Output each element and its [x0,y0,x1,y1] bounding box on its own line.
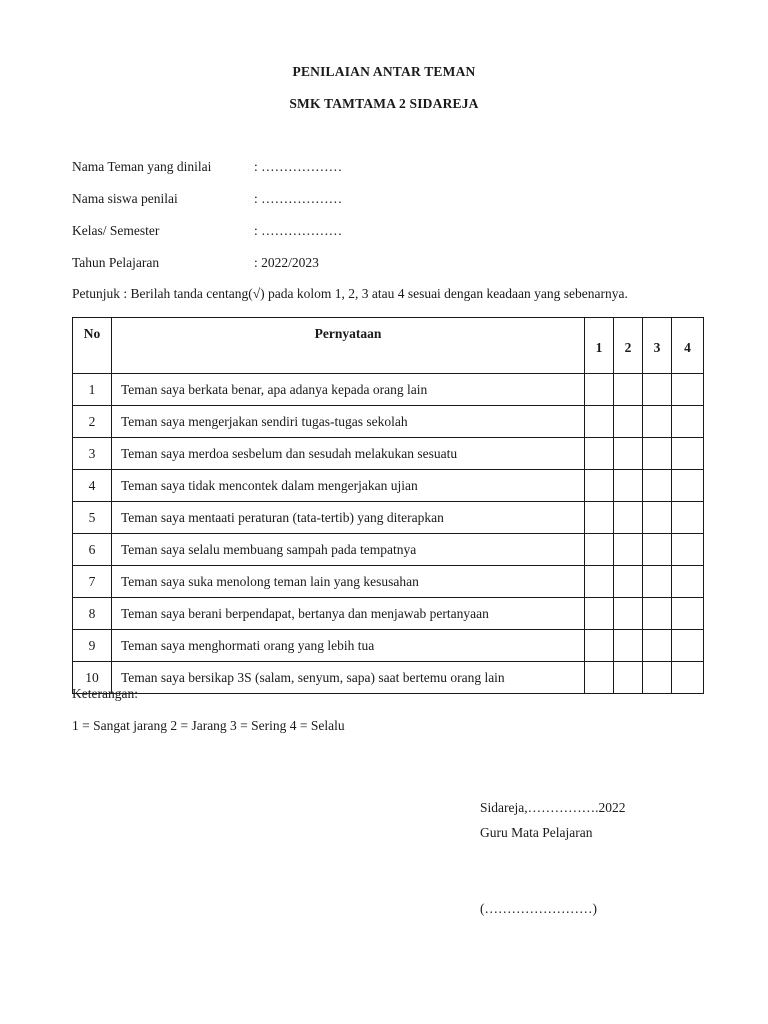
field-value: : 2022/2023 [254,255,319,270]
score-cell-3[interactable] [643,598,672,630]
signature-name-blank: (……………………) [480,901,597,916]
score-cell-2[interactable] [614,374,643,406]
row-statement: Teman saya bersikap 3S (salam, senyum, sapa) saat bertemu orang lain [112,662,585,694]
field-label: Nama siswa penilai [72,191,178,206]
score-cell-4[interactable] [672,534,704,566]
score-cell-3[interactable] [643,630,672,662]
instruction-text: Petunjuk : Berilah tanda centang(√) pada kolom 1, 2, 3 atau 4 sesuai dengan keadaan yang sebenarnya. [72,286,628,301]
row-number: 8 [73,598,112,630]
header-statement: Pernyataan [112,318,585,374]
row-statement: Teman saya berani berpendapat, bertanya dan menjawab pertanyaan [112,598,585,630]
score-cell-3[interactable] [643,566,672,598]
score-cell-2[interactable] [614,662,643,694]
score-cell-1[interactable] [585,470,614,502]
row-statement: Teman saya menghormati orang yang lebih tua [112,630,585,662]
signature-place-date: Sidareja,…………….2022 [480,800,626,815]
table-row [73,566,704,598]
legend-title: Keterangan: [72,686,138,701]
score-cell-1[interactable] [585,662,614,694]
score-cell-1[interactable] [585,534,614,566]
row-statement: Teman saya selalu membuang sampah pada tempatnya [112,534,585,566]
score-cell-1[interactable] [585,502,614,534]
score-cell-3[interactable] [643,374,672,406]
row-statement: Teman saya suka menolong teman lain yang kesusahan [112,566,585,598]
field-assessor-name [72,191,342,207]
score-cell-3[interactable] [643,470,672,502]
row-statement: Teman saya merdoa sesbelum dan sesudah melakukan sesuatu [112,438,585,470]
table-row [73,438,704,470]
score-cell-2[interactable] [614,534,643,566]
signature-role: Guru Mata Pelajaran [480,825,593,840]
field-school-year [72,255,319,271]
score-cell-1[interactable] [585,406,614,438]
legend-text: 1 = Sangat jarang 2 = Jarang 3 = Sering 4 = Selalu [72,718,345,733]
row-statement: Teman saya tidak mencontek dalam mengerjakan ujian [112,470,585,502]
score-cell-1[interactable] [585,374,614,406]
header-no: No [73,318,112,374]
row-number: 4 [73,470,112,502]
row-number: 7 [73,566,112,598]
score-cell-4[interactable] [672,598,704,630]
field-value: : ……………… [254,191,343,206]
row-number: 6 [73,534,112,566]
row-number: 9 [73,630,112,662]
score-cell-3[interactable] [643,662,672,694]
field-label: Kelas/ Semester [72,223,160,238]
score-cell-4[interactable] [672,502,704,534]
table-header-row [73,318,704,374]
header-score-4: 4 [672,318,704,374]
row-number: 1 [73,374,112,406]
table-row [73,598,704,630]
score-cell-2[interactable] [614,502,643,534]
table-row [73,470,704,502]
row-number: 10 [73,662,112,694]
score-cell-4[interactable] [672,662,704,694]
table-row [73,534,704,566]
score-cell-1[interactable] [585,566,614,598]
score-cell-1[interactable] [585,438,614,470]
table-row [73,406,704,438]
header-score-3: 3 [643,318,672,374]
row-statement: Teman saya mentaati peraturan (tata-tertib) yang diterapkan [112,502,585,534]
score-cell-3[interactable] [643,406,672,438]
score-cell-2[interactable] [614,598,643,630]
score-cell-2[interactable] [614,406,643,438]
score-cell-4[interactable] [672,470,704,502]
header-score-1: 1 [585,318,614,374]
row-statement: Teman saya mengerjakan sendiri tugas-tugas sekolah [112,406,585,438]
field-value: : ……………… [254,223,343,238]
score-cell-4[interactable] [672,630,704,662]
score-cell-4[interactable] [672,566,704,598]
score-cell-2[interactable] [614,630,643,662]
table-row [73,502,704,534]
table-row [73,374,704,406]
score-cell-1[interactable] [585,630,614,662]
row-number: 2 [73,406,112,438]
row-statement: Teman saya berkata benar, apa adanya kepada orang lain [112,374,585,406]
score-cell-2[interactable] [614,566,643,598]
header-score-2: 2 [614,318,643,374]
row-number: 5 [73,502,112,534]
school-name: SMK TAMTAMA 2 SIDAREJA [289,96,479,111]
field-friend-name [72,159,342,175]
rating-table [72,317,704,694]
score-cell-3[interactable] [643,438,672,470]
field-value: : ……………… [254,159,343,174]
score-cell-2[interactable] [614,470,643,502]
score-cell-4[interactable] [672,374,704,406]
score-cell-1[interactable] [585,598,614,630]
field-label: Nama Teman yang dinilai [72,159,212,174]
score-cell-4[interactable] [672,406,704,438]
score-cell-4[interactable] [672,438,704,470]
score-cell-3[interactable] [643,534,672,566]
table-row [73,630,704,662]
score-cell-2[interactable] [614,438,643,470]
field-class-semester [72,223,342,239]
field-label: Tahun Pelajaran [72,255,160,270]
row-number: 3 [73,438,112,470]
table-row [73,662,704,694]
page-title: PENILAIAN ANTAR TEMAN [292,64,476,79]
score-cell-3[interactable] [643,502,672,534]
